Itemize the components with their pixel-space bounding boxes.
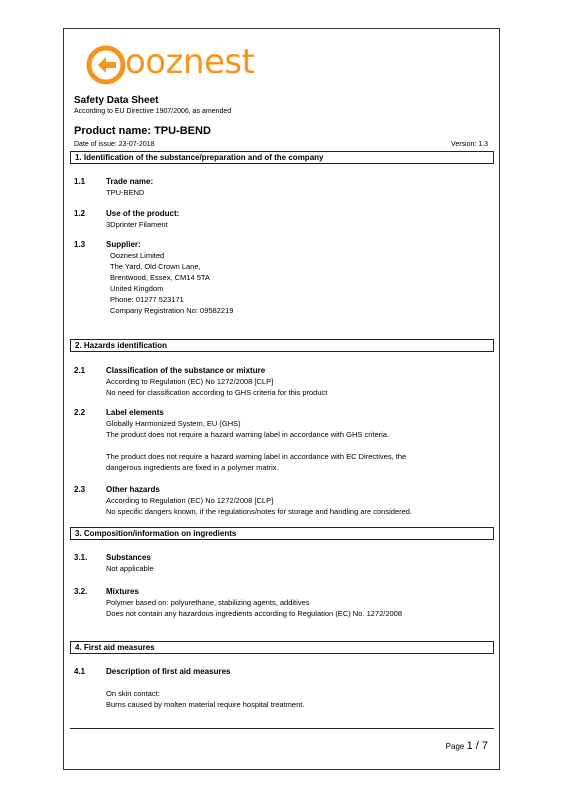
item-line: Burns caused by molten material require hospital treatment. (106, 700, 305, 709)
item-line: The product does not require a hazard warning label in accordance with GHS criteria. (106, 430, 390, 439)
item-number: 4.1 (74, 667, 86, 676)
item-number: 2.2 (74, 408, 86, 417)
supplier-line: United Kingdom (110, 284, 164, 293)
item-number: 3.1. (74, 553, 88, 562)
supplier-line: Brentwood, Essex, CM14 5TA (110, 273, 210, 282)
supplier-line: Company Registration No: 09582219 (110, 306, 234, 315)
logo-wordmark: ooznest (125, 42, 255, 82)
section-2-heading: 2. Hazards identification (70, 339, 494, 352)
item-line: Not applicable (106, 564, 154, 573)
item-title: Use of the product: (106, 209, 180, 218)
item-title: Other hazards (106, 485, 160, 494)
item-line: No need for classification according to GHS criteria for this product (106, 388, 328, 397)
item-line: dangerous ingredients are fixed in a polymer matrix. (106, 463, 279, 472)
page-label: Page (445, 742, 465, 751)
item-line: 3Dprinter Filament (106, 220, 168, 229)
item-number: 1.3 (74, 240, 86, 249)
item-number: 1.1 (74, 177, 86, 186)
item-line: Globally Harmonized System, EU (GHS) (106, 419, 241, 428)
page-border (63, 28, 500, 770)
item-title: Mixtures (106, 587, 139, 596)
item-number: 2.3 (74, 485, 86, 494)
item-title: Classification of the substance or mixture (106, 366, 266, 375)
item-line: TPU-BEND (106, 188, 145, 197)
version-label: Version: 1.3 (451, 141, 488, 148)
item-number: 1.2 (74, 209, 86, 218)
item-line: The product does not require a hazard warning label in accordance with EC Directives, the (106, 452, 407, 461)
item-line: Polymer based on: polyurethane, stabilizing agents, additives (106, 598, 310, 607)
item-title: Trade name: (106, 177, 154, 186)
doc-title: Safety Data Sheet (74, 95, 159, 106)
directive-text: According to EU Directive 1907/2006, as amended (74, 108, 232, 115)
item-title: Substances (106, 553, 151, 562)
item-line: No specific dangers known, if the regulations/notes for storage and handling are considered. (106, 507, 413, 516)
item-number: 2.1 (74, 366, 86, 375)
item-line: Does not contain any hazardous ingredients according to Regulation (EC) No. 1272/2008 (106, 609, 403, 618)
item-title: Supplier: (106, 240, 141, 249)
section-4-heading: 4. First aid measures (70, 641, 494, 654)
section-1-heading: 1. Identification of the substance/preparation and of the company (70, 151, 494, 164)
item-line: According to Regulation (EC) No 1272/2008 [CLP] (106, 377, 274, 386)
supplier-line: The Yard, Old Crown Lane, (110, 262, 201, 271)
item-line: According to Regulation (EC) No 1272/2008 [CLP] (106, 496, 274, 505)
section-3-heading: 3. Composition/information on ingredients (70, 527, 494, 540)
item-title: Description of first aid measures (106, 667, 231, 676)
page-separator: / (472, 740, 482, 752)
item-title: Label elements (106, 408, 164, 417)
date-of-issue: Date of issue: 23-07-2018 (74, 141, 155, 148)
page-current: 1 (466, 740, 473, 752)
page-total: 7 (481, 740, 488, 752)
item-line: On skin contact: (106, 689, 160, 698)
item-number: 3.2. (74, 587, 88, 596)
supplier-line: Ooznest Limited (110, 251, 165, 260)
product-name: Product name: TPU-BEND (74, 125, 211, 137)
footer-rule (70, 728, 494, 729)
supplier-line: Phone: 01277 523171 (110, 295, 184, 304)
page-number (446, 740, 488, 752)
